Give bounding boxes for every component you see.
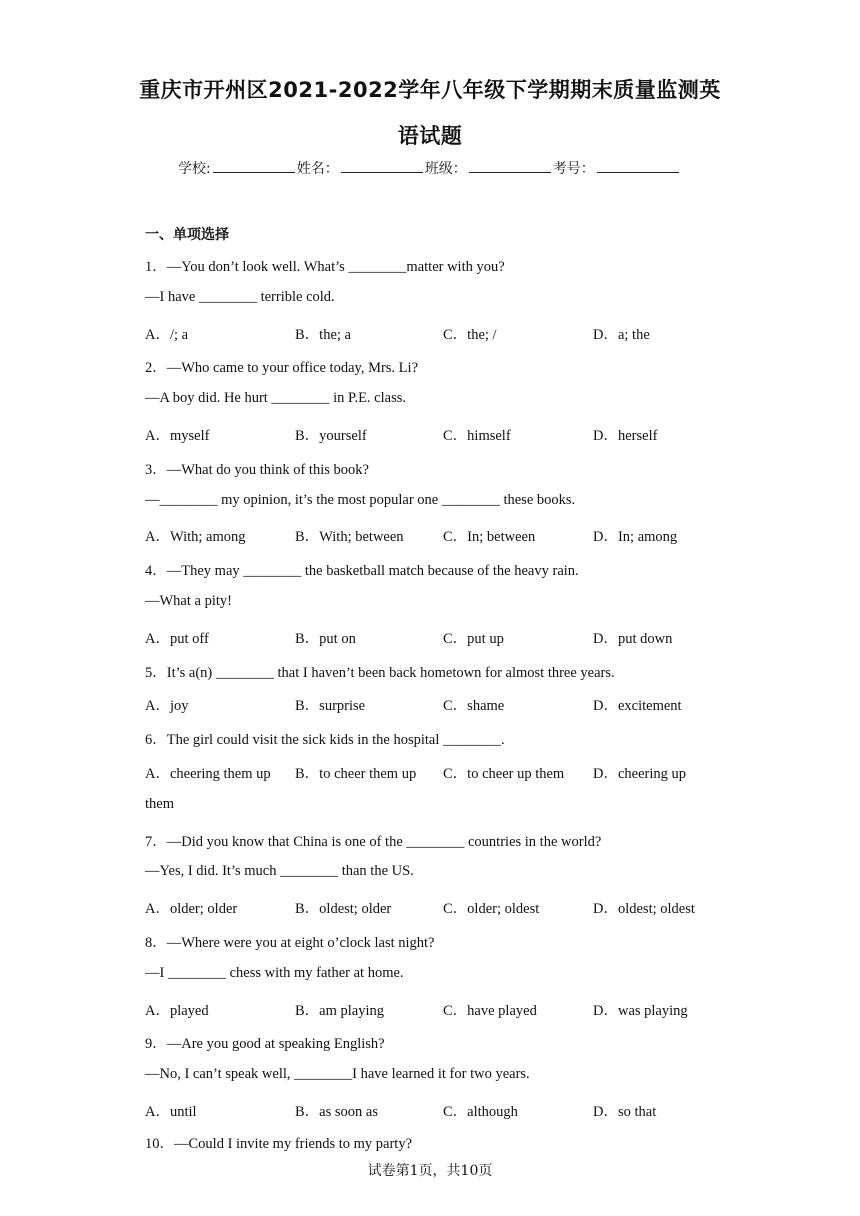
answer-option: D．oldest; oldest xyxy=(593,901,695,918)
question-line: 1．—You don’t look well. What’s ________matter with you? xyxy=(145,259,505,275)
question-line: 4．—They may ________ the basketball match because of the heavy rain. xyxy=(145,563,579,580)
answer-option: B．the; a xyxy=(295,326,351,343)
answer-option: A．until xyxy=(145,1104,197,1120)
page-title-line2: 语试题 xyxy=(397,124,463,148)
answer-option: C．the; / xyxy=(443,326,497,343)
page-title-line1: 重庆市开州区2021-2022学年八年级下学期期末质量监测英 xyxy=(139,78,721,102)
answer-option: A．older; older xyxy=(145,901,238,918)
question-line: 5．It’s a(n) ________ that I haven’t been back hometown for almost three years. xyxy=(145,664,615,681)
answer-option: C．himself xyxy=(443,428,511,444)
question-line: 2．—Who came to your office today, Mrs. Li? xyxy=(145,360,419,377)
class-label: 班级： xyxy=(424,161,467,177)
question-line: 10．—Could I invite my friends to my party? xyxy=(145,1136,413,1152)
answer-option: C．shame xyxy=(443,698,505,715)
question-line: —A boy did. He hurt ________ in P.E. class. xyxy=(145,390,406,407)
question-line: —________ my opinion, it’s the most popular one ________ these books. xyxy=(145,491,576,508)
answer-option: D．put down xyxy=(593,630,673,647)
answer-option: D．herself xyxy=(593,428,658,444)
answer-option: A．joy xyxy=(145,698,189,715)
answer-option: B．am playing xyxy=(295,1002,385,1019)
answer-option: B．yourself xyxy=(295,428,367,444)
answer-option-continuation: them xyxy=(145,795,174,812)
question-line: 9．—Are you good at speaking English? xyxy=(145,1036,385,1053)
answer-option: B．to cheer them up xyxy=(295,766,417,782)
answer-option: D．excitement xyxy=(593,698,682,715)
question-line: —What a pity! xyxy=(145,593,232,609)
answer-option: B．oldest; older xyxy=(295,901,392,918)
page-footer: 试卷第1页，共10页 xyxy=(367,1163,493,1179)
question-line: —I have ________ terrible cold. xyxy=(145,288,335,305)
answer-option: A．myself xyxy=(145,428,210,444)
exam-number-blank xyxy=(597,158,679,173)
name-label: 姓名： xyxy=(296,161,339,177)
answer-option: C．put up xyxy=(443,630,504,647)
name-blank xyxy=(341,158,423,173)
question-line: —I ________ chess with my father at home. xyxy=(145,964,404,981)
student-info-row xyxy=(178,158,681,178)
answer-option: C．to cheer up them xyxy=(443,766,565,782)
question-line: —No, I can’t speak well, ________I have learned it for two years. xyxy=(145,1066,530,1083)
question-line: 6．The girl could visit the sick kids in the hospital ________. xyxy=(145,732,505,749)
exam-number-label: 考号： xyxy=(552,161,595,177)
question-line: —Yes, I did. It’s much ________ than the US. xyxy=(145,863,414,880)
question-line: 7．—Did you know that China is one of the ________ countries in the world? xyxy=(145,833,602,850)
answer-option: A．cheering them up xyxy=(145,766,271,782)
answer-option: C．older; oldest xyxy=(443,901,540,918)
question-line: 3．—What do you think of this book? xyxy=(145,461,369,478)
answer-option: C．have played xyxy=(443,1002,537,1019)
answer-option: A．/; a xyxy=(145,326,189,343)
answer-option: A．played xyxy=(145,1002,209,1019)
class-blank xyxy=(469,158,551,173)
answer-option: A．With; among xyxy=(145,529,246,546)
answer-option: B．surprise xyxy=(295,698,366,715)
answer-option: B．With; between xyxy=(295,529,404,546)
answer-option: C．although xyxy=(443,1104,518,1120)
answer-option: D．In; among xyxy=(593,529,678,546)
answer-option: D．was playing xyxy=(593,1002,688,1019)
answer-option: D．cheering up xyxy=(593,766,687,782)
school-blank xyxy=(213,158,295,173)
answer-option: B．as soon as xyxy=(295,1104,378,1120)
school-label: 学校: xyxy=(178,161,211,177)
answer-option: A．put off xyxy=(145,630,209,647)
answer-option: C．In; between xyxy=(443,529,536,546)
section-heading: 一、单项选择 xyxy=(145,227,229,243)
answer-option: D．so that xyxy=(593,1104,657,1120)
answer-option: B．put on xyxy=(295,630,356,647)
question-line: 8．—Where were you at eight o’clock last night? xyxy=(145,935,435,951)
answer-option: D．a; the xyxy=(593,326,650,343)
